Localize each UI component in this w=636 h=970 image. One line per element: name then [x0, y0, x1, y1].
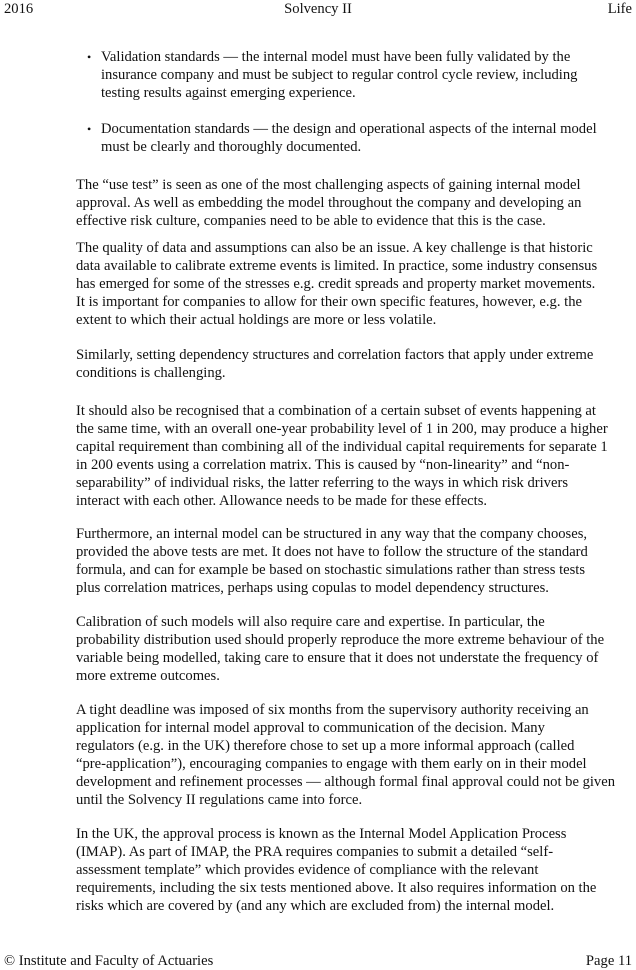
text-line: probability distribution used should properly reproduce the more extreme behaviour of the — [76, 632, 605, 648]
text-line: The “use test” is seen as one of the most challenging aspects of gaining internal model — [76, 177, 581, 193]
footer-page-number: Page 11 — [585, 953, 632, 969]
text-line: in 200 events using a correlation matrix. This is caused by “non-linearity” and “non- — [76, 457, 570, 473]
text-line: capital requirement than combining all of the individual capital requirements for separate 1 — [76, 439, 608, 455]
bullet-item — [87, 120, 636, 156]
text-line: regulators (e.g. in the UK) therefore chose to set up a more informal approach (called — [76, 738, 575, 754]
text-line: Furthermore, an internal model can be structured in any way that the company chooses, — [76, 526, 588, 542]
text-line: approval. As well as embedding the model throughout the company and developing an — [76, 195, 582, 211]
text-line: testing results against emerging experience. — [101, 85, 356, 101]
text-line: interact with each other. Allowance needs to be made for these effects. — [76, 493, 488, 509]
paragraph — [76, 525, 636, 597]
text-line: development and refinement processes — although formal final approval could not be given — [76, 774, 615, 790]
text-line: (IMAP). As part of IMAP, the PRA requires companies to submit a detailed “self- — [76, 844, 554, 860]
text-line: In the UK, the approval process is known as the Internal Model Application Process — [76, 826, 567, 842]
text-line: must be clearly and thoroughly documented. — [101, 139, 362, 155]
footer-copyright: © Institute and Faculty of Actuaries — [4, 953, 214, 969]
text-line: data available to calibrate extreme events is limited. In practice, some industry consensus — [76, 258, 598, 274]
header-title: Solvency II — [284, 1, 352, 17]
paragraph — [76, 701, 636, 809]
text-line: effective risk culture, companies need to be able to evidence that this is the case. — [76, 213, 546, 229]
text-line: extent to which their actual holdings are more or less volatile. — [76, 312, 437, 328]
text-line: has emerged for some of the stresses e.g. credit spreads and property market movements. — [76, 276, 596, 292]
text-line: insurance company and must be subject to regular control cycle review, including — [101, 67, 578, 83]
text-line: “pre-application”), encouraging companies to engage with them early on in their model — [76, 756, 587, 772]
text-line: conditions is challenging. — [76, 365, 226, 381]
header-subject: Life — [607, 1, 632, 17]
paragraph — [76, 825, 636, 915]
text-line: Documentation standards — the design and operational aspects of the internal model — [101, 121, 597, 137]
text-line: It is important for companies to allow for their own specific features, however, e.g. the — [76, 294, 582, 310]
paragraph — [76, 239, 636, 329]
paragraph — [76, 613, 636, 685]
text-line: separability” of individual risks, the latter referring to the ways in which risk drivers — [76, 475, 568, 491]
text-line: requirements, including the six tests mentioned above. It also requires information on the — [76, 880, 597, 896]
text-line: assessment template” which provides evidence of compliance with the relevant — [76, 862, 539, 878]
text-line: It should also be recognised that a combination of a certain subset of events happening at — [76, 403, 596, 419]
paragraph — [76, 346, 636, 382]
text-line: risks which are covered by (and any which are excluded from) the internal model. — [76, 898, 555, 914]
text-line: Calibration of such models will also require care and expertise. In particular, the — [76, 614, 545, 630]
text-line: the same time, with an overall one-year probability level of 1 in 200, may produce a higher — [76, 421, 608, 437]
text-line: A tight deadline was imposed of six months from the supervisory authority receiving an — [76, 702, 589, 718]
text-line: Similarly, setting dependency structures and correlation factors that apply under extreme — [76, 347, 594, 363]
text-line: formula, and can for example be based on stochastic simulations rather than stress tests — [76, 562, 586, 578]
text-line: The quality of data and assumptions can also be an issue. A key challenge is that historic — [76, 240, 593, 256]
paragraph — [76, 402, 636, 510]
text-line: variable being modelled, taking care to ensure that it does not understate the frequency of — [76, 650, 599, 666]
bullet-icon: • — [87, 122, 92, 136]
paragraph — [76, 176, 636, 230]
bullet-item — [87, 48, 636, 102]
text-line: more extreme outcomes. — [76, 668, 220, 684]
text-line: application for internal model approval to communication of the decision. Many — [76, 720, 545, 736]
header-year: 2016 — [4, 1, 34, 17]
text-line: provided the above tests are met. It does not have to follow the structure of the standard — [76, 544, 588, 560]
bullet-icon: • — [87, 50, 92, 64]
text-line: plus correlation matrices, perhaps using copulas to model dependency structures. — [76, 580, 549, 596]
text-line: Validation standards — the internal model must have been fully validated by the — [101, 49, 571, 65]
text-line: until the Solvency II regulations came into force. — [76, 792, 363, 808]
